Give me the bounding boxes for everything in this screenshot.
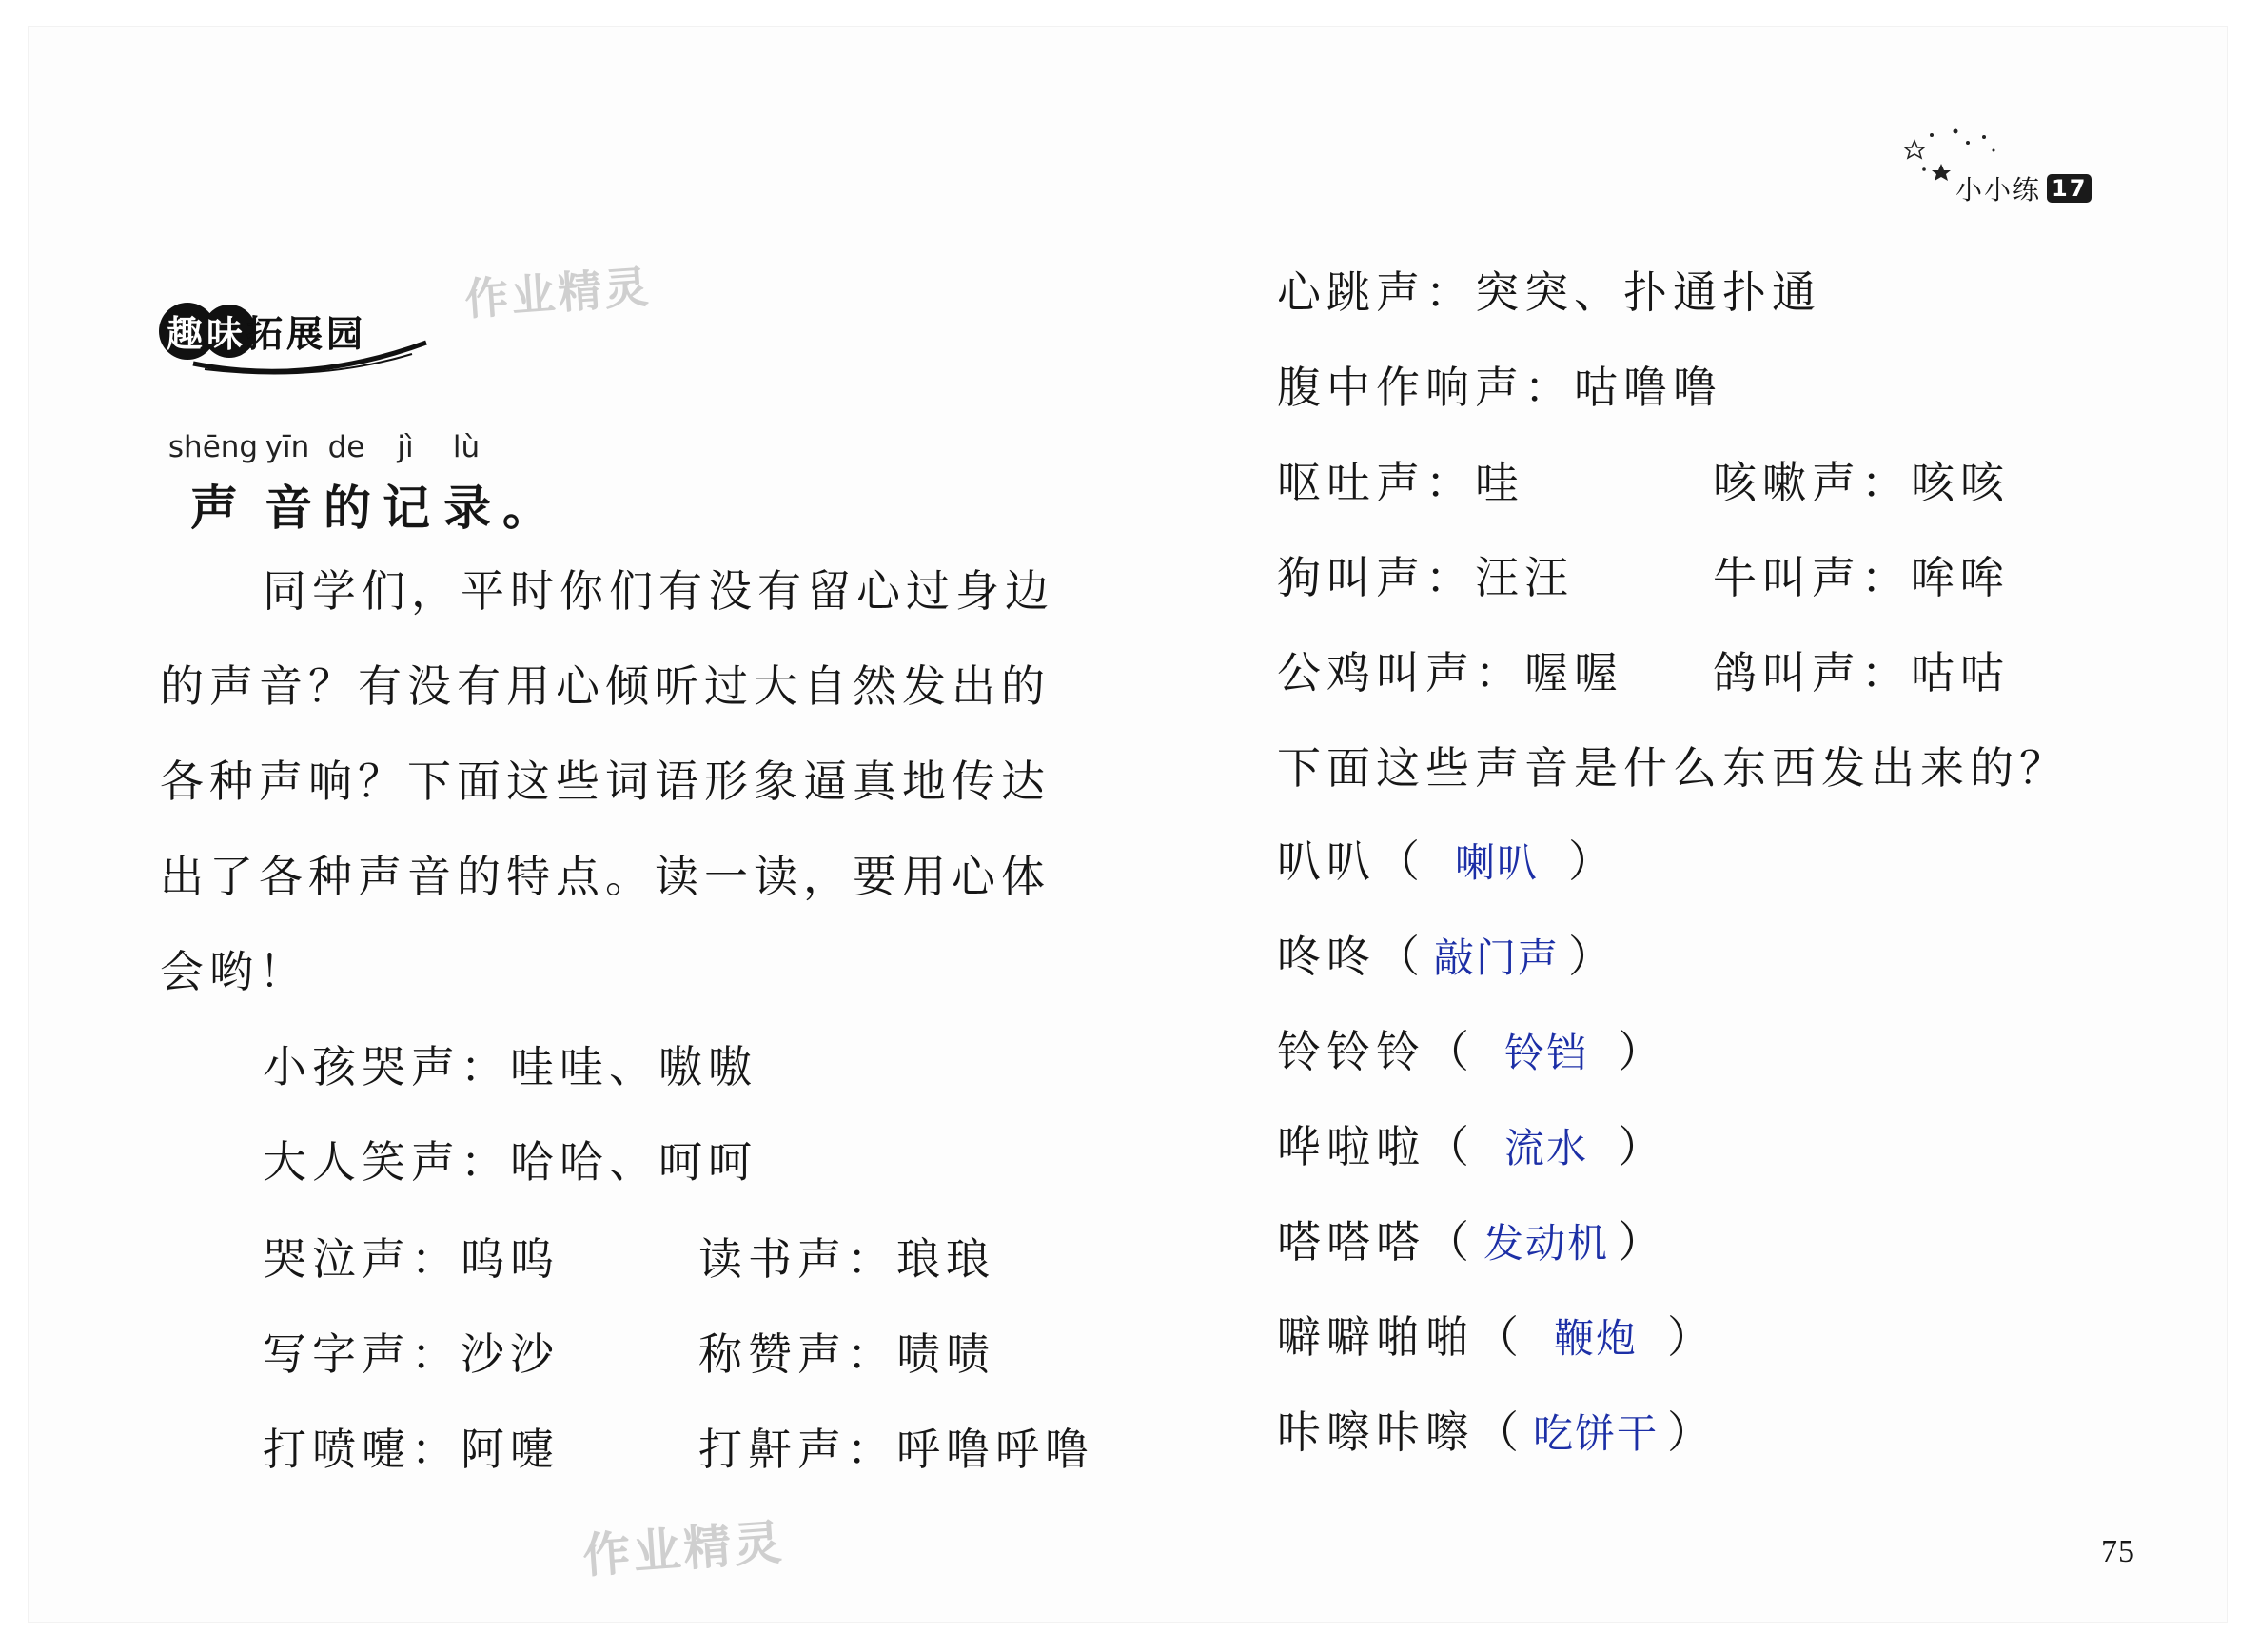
exercise-prompt: 嗒嗒嗒 <box>1277 1216 1425 1268</box>
exercise-prompt: 哗啦啦 <box>1277 1121 1425 1172</box>
sound-item-rooster: 公鸡叫声：喔喔 <box>1277 647 1623 698</box>
exercise-question: 下面这些声音是什么东西发出来的？ <box>1277 742 2069 794</box>
exercise-3: 铃铃铃（ 铃铛 ） <box>1277 1026 1667 1077</box>
title-char-1: 声 <box>190 480 238 536</box>
section-badge <box>155 282 441 377</box>
watermark-bottom: 作业精灵 <box>580 1514 787 1584</box>
title-block <box>167 430 647 536</box>
exercise-answer: 吃饼干 <box>1532 1410 1659 1457</box>
sound-item-heartbeat: 心跳声：突突、扑通扑通 <box>1277 266 1821 318</box>
title-char-3: 的 <box>324 480 371 536</box>
pinyin-4: jì <box>397 430 414 464</box>
lesson-label: 小小练 <box>1955 174 2042 206</box>
exercise-answer: 铃铛 <box>1503 1030 1588 1076</box>
page-number: 75 <box>2101 1534 2135 1569</box>
title-char-5: 录 <box>443 480 491 536</box>
lesson-number-badge: 17 <box>2047 174 2092 203</box>
sound-item-cough: 咳嗽声：咳咳 <box>1713 457 2010 508</box>
sound-item-vomit: 呕吐声：哇 <box>1277 457 1524 508</box>
sound-item-pigeon: 鸽叫声：咕咕 <box>1713 647 2010 698</box>
section-badge-text: 趣味拓展园 <box>167 313 367 355</box>
pinyin-1: shēng <box>167 430 259 464</box>
sound-item-sneeze: 打喷嚏：阿嚏 <box>263 1424 560 1475</box>
exercise-prompt: 噼噼啪啪 <box>1277 1311 1475 1363</box>
title-char-2: 音 <box>265 480 312 536</box>
exercise-2: 咚咚（ 敲门声 ） <box>1277 931 1618 982</box>
sound-item-writing: 写字声：沙沙 <box>263 1328 560 1380</box>
exercise-prompt: 叭叭 <box>1277 836 1376 887</box>
exercise-prompt: 咚咚 <box>1277 931 1376 982</box>
sound-item-child-cry: 小孩哭声：哇哇、嗷嗷 <box>263 1041 757 1092</box>
exercise-prompt: 咔嚓咔嚓 <box>1277 1406 1475 1458</box>
sound-item-reading: 读书声：琅琅 <box>698 1233 995 1285</box>
exercise-prompt: 铃铃铃 <box>1277 1026 1425 1077</box>
intro-line-2: 的声音？有没有用心倾听过大自然发出的 <box>160 660 1051 712</box>
sound-item-cow: 牛叫声：哞哞 <box>1713 552 2010 603</box>
sound-item-crying: 哭泣声：呜呜 <box>263 1233 560 1285</box>
exercise-answer: 喇叭 <box>1454 839 1539 886</box>
pinyin-5: lù <box>452 430 481 464</box>
exercise-1: 叭叭（ 喇叭 ） <box>1277 836 1618 887</box>
intro-line-3: 各种声响？下面这些词语形象逼真地传达 <box>160 756 1051 807</box>
sound-item-dog: 狗叫声：汪汪 <box>1277 552 1574 603</box>
exercise-answer: 发动机 <box>1483 1220 1609 1267</box>
pinyin-2: yīn <box>265 430 310 464</box>
intro-line-1: 同学们，平时你们有没有留心过身边 <box>263 565 1054 617</box>
intro-line-5: 会哟！ <box>160 946 308 997</box>
exercise-7: 咔嚓咔嚓（ 吃饼干 ） <box>1277 1406 1717 1458</box>
pinyin-3: de <box>327 430 365 464</box>
watermark-top: 作业精灵 <box>462 261 653 325</box>
sound-item-snore: 打鼾声：呼噜呼噜 <box>698 1424 1094 1475</box>
exercise-answer: 鞭炮 <box>1553 1315 1638 1362</box>
page-sheet <box>29 27 2227 1622</box>
exercise-4: 哗啦啦（ 流水 ） <box>1277 1121 1667 1172</box>
title-char-4: 记 <box>383 480 430 536</box>
exercise-6: 噼噼啪啪（ 鞭炮 ） <box>1277 1311 1717 1363</box>
sound-item-stomach: 腹中作响声：咕噜噜 <box>1277 362 1722 413</box>
title-end-mark: 。 <box>502 480 550 536</box>
sound-item-adult-laugh: 大人笑声：哈哈、呵呵 <box>263 1136 757 1188</box>
exercise-answer: 敲门声 <box>1433 934 1560 981</box>
sound-item-praise: 称赞声：啧啧 <box>698 1328 995 1380</box>
exercise-5: 嗒嗒嗒（ 发动机 ） <box>1277 1216 1667 1268</box>
intro-line-4: 出了各种声音的特点。读一读，要用心体 <box>160 851 1051 902</box>
exercise-answer: 流水 <box>1503 1125 1588 1171</box>
